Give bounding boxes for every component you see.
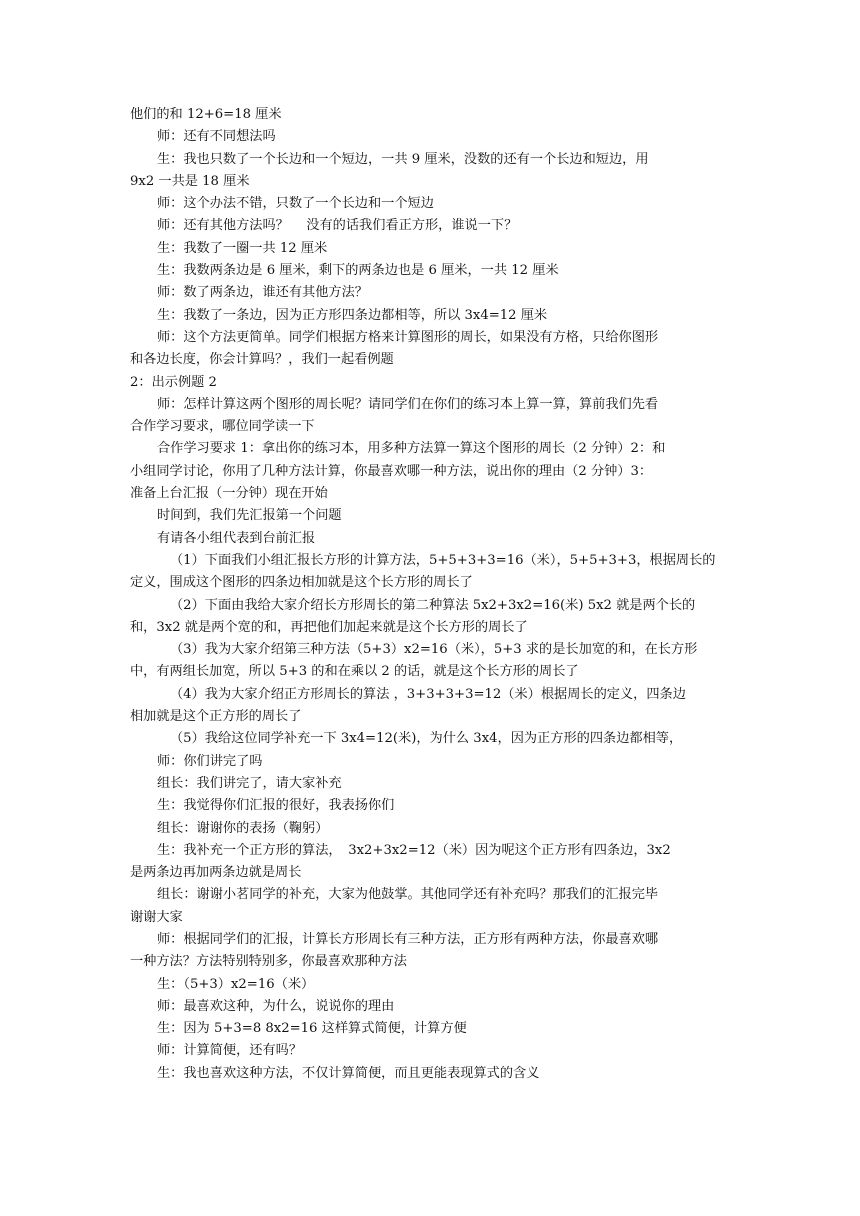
text-line: 生：我也喜欢这种方法，不仅计算简便，而且更能表现算式的含义 — [157, 1065, 540, 1081]
text-line: 时间到，我们先汇报第一个问题 — [157, 508, 342, 524]
text-line: 生：我数两条边是 6 厘米，剩下的两条边也是 6 厘米，一共 12 厘米 — [157, 263, 559, 279]
text-line: 师：你们讲完了吗 — [157, 753, 263, 769]
text-line: 生：我数了一条边，因为正方形四条边都相等，所以 3x4=12 厘米 — [157, 307, 548, 323]
text-line: 和各边长度，你会计算吗？，我们一起看例题 — [130, 352, 394, 368]
text-line: 生：我觉得你们汇报的很好，我表扬你们 — [157, 798, 395, 814]
text-line: 师：计算简便，还有吗？ — [157, 1043, 303, 1059]
text-line: 和，3x2 就是两个宽的和，再把他们加起来就是这个长方形的周长了 — [130, 619, 528, 635]
text-line: 生：我补充一个正方形的算法， 3x2+3x2=12（米）因为呢这个正方形有四条边，3x2 — [157, 842, 671, 858]
text-line: 是两条边再加两条边就是周长 — [130, 865, 302, 881]
text-line: 一种方法？方法特别特别多，你最喜欢那种方法 — [130, 954, 407, 970]
text-line: 9x2 一共是 18 厘米 — [130, 173, 250, 189]
text-line: （3）我为大家介绍第三种方法（5+3）x2=16（米），5+3 求的是长加宽的和，在长方形 — [170, 642, 698, 658]
text-line: 合作学习要求，哪位同学读一下 — [130, 419, 315, 435]
text-line: 合作学习要求 1：拿出你的练习本，用多种方法算一算这个图形的周长（2 分钟）2：和 — [157, 441, 666, 457]
text-line: 师：怎样计算这两个图形的周长呢？请同学们在你们的练习本上算一算，算前我们先看 — [157, 396, 659, 412]
text-line: 师：这个方法更简单。同学们根据方格来计算图形的周长，如果没有方格，只给你图形 — [157, 329, 659, 345]
text-line: 师：这个办法不错，只数了一个长边和一个短边 — [157, 196, 434, 212]
text-line: 小组同学讨论，你用了几种方法计算，你最喜欢哪一种方法，说出你的理由（2 分钟）3： — [130, 463, 653, 479]
text-line: 组长：我们讲完了，请大家补充 — [157, 775, 342, 791]
text-line: （5）我给这位同学补充一下 3x4=12(米)，为什么 3x4，因为正方形的四条边都相等， — [170, 731, 683, 747]
text-line: 中，有两组长加宽，所以 5+3 的和在乘以 2 的话，就是这个长方形的周长了 — [130, 664, 579, 680]
text-line: 师：根据同学们的汇报，计算长方形周长有三种方法，正方形有两种方法，你最喜欢哪 — [157, 931, 659, 947]
text-line: 谢谢大家 — [130, 909, 183, 925]
text-line: 师：还有不同想法吗 — [157, 129, 276, 145]
text-line: 组长：谢谢小茗同学的补充，大家为他鼓掌。其他同学还有补充吗？那我们的汇报完毕 — [157, 887, 659, 903]
document-page — [130, 104, 730, 1085]
text-line: 师：最喜欢这种，为什么，说说你的理由 — [157, 998, 395, 1014]
text-line: 组长：谢谢你的表扬（鞠躬） — [157, 820, 329, 836]
text-line: （1）下面我们小组汇报长方形的计算方法，5+5+3+3=16（米），5+5+3+3，根据周长的 — [170, 552, 716, 568]
text-line: 有请各小组代表到台前汇报 — [157, 530, 316, 546]
text-line: 生：（5+3）x2=16（米） — [157, 976, 315, 992]
text-line: 他们的和 12+6=18 厘米 — [130, 107, 282, 122]
text-line: 生：我数了一圈一共 12 厘米 — [157, 240, 328, 256]
text-line: 生：因为 5+3=8 8x2=16 这样算式简便，计算方便 — [157, 1021, 467, 1037]
text-line: （4）我为大家介绍正方形周长的算法 ，3+3+3+3=12（米）根据周长的定义，四条边 — [170, 686, 686, 702]
text-line: 相加就是这个正方形的周长了 — [130, 709, 302, 725]
text-line: 师：数了两条边，谁还有其他方法？ — [157, 285, 368, 301]
text-line: （2）下面由我给大家介绍长方形周长的第二种算法 5x2+3x2=16(米) 5x2 就是两个长的 — [170, 597, 696, 613]
text-line: 定义，围成这个图形的四条边相加就是这个长方形的周长了 — [130, 575, 473, 591]
text-line: 师：还有其他方法吗？ 没有的话我们看正方形，谁说一下？ — [157, 218, 518, 234]
text-line: 准备上台汇报（一分钟）现在开始 — [130, 486, 328, 502]
text-line: 2：出示例题 2 — [130, 374, 217, 390]
text-line: 生：我也只数了一个长边和一个短边，一共 9 厘米，没数的还有一个长边和短边，用 — [157, 151, 649, 167]
